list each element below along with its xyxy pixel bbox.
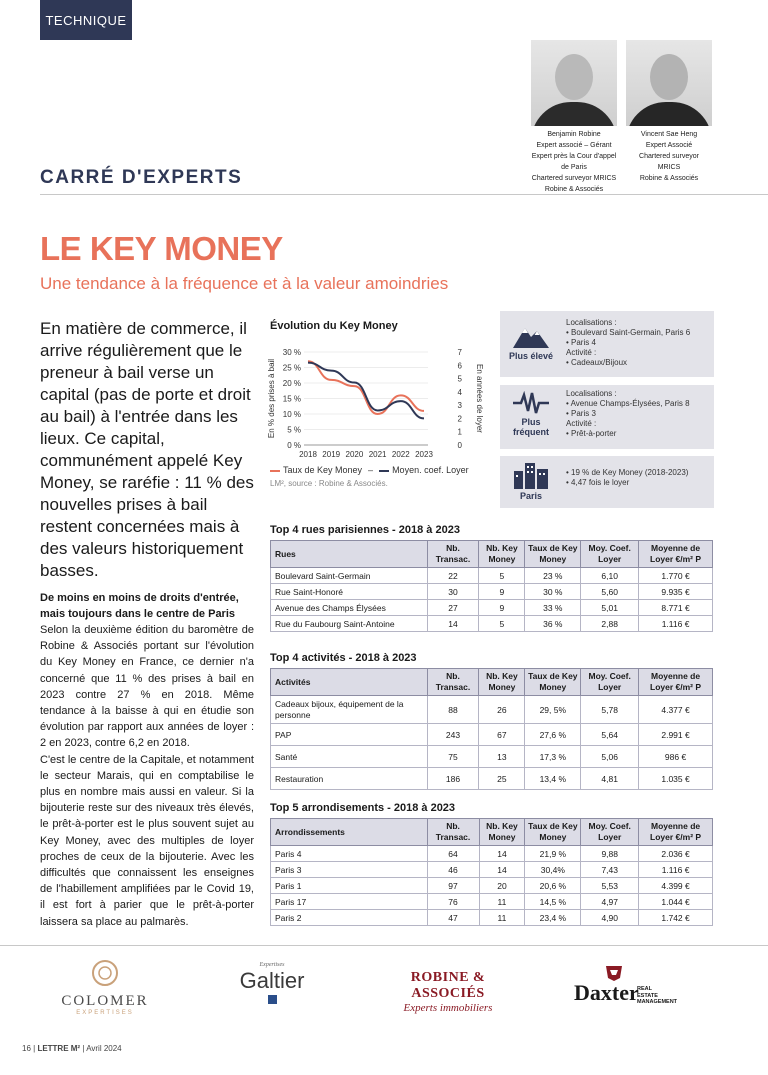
y-tick-label: 0 %: [287, 441, 301, 450]
infobox-paris: [500, 456, 714, 508]
table-header-cell: Activités: [271, 669, 428, 696]
y2-tick-label: 6: [457, 361, 462, 371]
publication-name: LETTRE M²: [37, 1044, 81, 1053]
table-row: Restauration 186 25 13,4 % 4,81 1.035 €: [271, 768, 713, 790]
body-text: [40, 622, 254, 930]
section-tag: TECHNIQUE: [40, 0, 132, 40]
table-header-cell: Arrondissements: [271, 819, 428, 846]
chart-legend: [270, 465, 469, 475]
table-title-arrondissements: Top 5 arrondisements - 2018 à 2023: [270, 802, 456, 814]
table-row: Paris 4 64 14 21,9 % 9,88 2.036 €: [271, 846, 713, 862]
table-row: Rue Saint-Honoré 30 9 30 % 5,60 9.935 €: [271, 584, 713, 600]
table-row: Santé 75 13 17,3 % 5,06 986 €: [271, 746, 713, 768]
y-tick-label: 20 %: [282, 379, 301, 388]
y2-tick-label: 3: [457, 401, 462, 411]
y2-axis-label: En années de loyer: [475, 364, 484, 433]
table-header-cell: Moyenne de Loyer €/m² P: [639, 819, 713, 846]
table-header-cell: Taux de Key Money: [525, 819, 581, 846]
table-header-row: [271, 819, 713, 846]
table-header-cell: Rues: [271, 541, 428, 568]
table-activities: [270, 668, 713, 790]
y-tick-label: 10 %: [282, 410, 301, 419]
infobox-text: Localisations : • Boulevard Saint-Germain, Paris 6 • Paris 4 Activité : • Cadeaux/Bijoux: [566, 318, 691, 367]
table-row: Paris 2 47 11 23,4 % 4,90 1.742 €: [271, 910, 713, 926]
x-tick-label: 2020: [345, 450, 364, 459]
table-row: PAP 243 67 27,6 % 5,64 2.991 €: [271, 724, 713, 746]
table-row: Rue du Faubourg Saint-Antoine 14 5 36 % 2,88 1.116 €: [271, 616, 713, 632]
legend-separator: –: [368, 465, 374, 475]
footer-divider: [0, 945, 768, 946]
x-tick-label: 2022: [391, 450, 410, 459]
article-subtitle: Une tendance à la fréquence et à la valeur amoindries: [40, 274, 449, 293]
expert-photo-robine: [531, 40, 617, 126]
x-tick-label: 2019: [322, 450, 341, 459]
table-header-row: [271, 669, 713, 696]
y2-tick-label: 0: [457, 441, 462, 450]
body-paragraph: Selon la deuxième édition du baromètre de Robine & Associés portant sur l'évolution du Key Money en France, ce dernier n'a concerné que 11 % des prises à bail en 2023 contre 27 % en 2018. Même tendance à la baisse à qui en étudie son évolution par rapport aux années de loyer : 2 en 2023, contre 6,2 en 2018.: [40, 624, 254, 750]
legend-item: Moyen. coef. Loyer: [379, 465, 469, 475]
table-header-cell: Nb. Key Money: [479, 819, 525, 846]
page-number: 16: [22, 1044, 31, 1053]
table-header-cell: Moy. Coef. Loyer: [581, 819, 639, 846]
table-header-cell: Nb. Transac.: [427, 541, 479, 568]
galtier-mark-icon: [268, 995, 277, 1004]
table-header-cell: Moy. Coef. Loyer: [581, 541, 639, 568]
y2-tick-label: 7: [457, 348, 462, 357]
article-title: LE KEY MONEY: [40, 230, 283, 267]
body-heading: De moins en moins de droits d'entrée, mais toujours dans le centre de Paris: [40, 592, 239, 620]
table-header-row: [271, 541, 713, 568]
infobox-text: Localisations : • Avenue Champs-Élysées, Paris 8 • Paris 3 Activité : • Prêt-à-porter: [566, 389, 690, 438]
city-icon: [511, 461, 551, 489]
x-tick-label: 2023: [415, 450, 433, 459]
chart-source: LM², source : Robine & Associés.: [270, 479, 388, 488]
table-title-streets: Top 4 rues parisiennes - 2018 à 2023: [270, 524, 460, 536]
legend-item: Taux de Key Money: [270, 465, 362, 475]
table-row: Cadeaux bijoux, équipement de la personne 88 26 29, 5% 5,78 4.377 €: [271, 696, 713, 724]
table-header-cell: Nb. Transac.: [427, 669, 479, 696]
infobox-highest: [500, 311, 714, 377]
issue-date: Avril 2024: [86, 1044, 122, 1053]
table-header-cell: Taux de Key Money: [525, 669, 581, 696]
legend-swatch-rate: [270, 470, 280, 472]
y-tick-label: 30 %: [282, 348, 301, 357]
table-header-cell: Moy. Coef. Loyer: [581, 669, 639, 696]
table-title-activities: Top 4 activités - 2018 à 2023: [270, 652, 417, 664]
key-money-chart: [264, 340, 492, 464]
y2-tick-label: 2: [457, 414, 462, 424]
y2-tick-label: 5: [457, 374, 462, 384]
infobox-icon-wrap: Plus fréquent: [506, 391, 556, 437]
series-line-rent-coefficient: [308, 363, 424, 419]
infobox-icon-wrap: Paris: [506, 461, 556, 501]
header-divider: [40, 194, 768, 195]
lead-paragraph: En matière de commerce, il arrive régulièrement que le preneur à bail verse un capital (pas de porte et droit au bail) à l'entrée dans les lieux. Ce capital, communément appelé Key Money, se raréfie : 11 % des nouvelles prises à bail restent concernées mais à des valeurs historiquement basses.: [40, 319, 254, 580]
table-row: Boulevard Saint-Germain 22 5 23 % 6,10 1.770 €: [271, 568, 713, 584]
infobox-text: • 19 % de Key Money (2018-2023) • 4,47 fois le loyer: [566, 468, 689, 487]
y-tick-label: 25 %: [282, 363, 301, 373]
expert-caption-sae-heng: Vincent Sae Heng Expert Associé Chartered surveyor MRICS Robine & Associés: [639, 131, 699, 182]
table-streets: [270, 540, 713, 632]
y-tick-label: 5 %: [287, 425, 301, 435]
colomer-mark-icon: [90, 958, 120, 988]
section-title: CARRÉ D'EXPERTS: [40, 167, 243, 188]
legend-swatch-coef: [379, 470, 389, 472]
page-footer: 16 | LETTRE M² | Avril 2024: [22, 1044, 122, 1053]
y-axis-label: En % des prises à bail: [267, 358, 276, 439]
table-header-cell: Nb. Transac.: [427, 819, 479, 846]
table-row: Paris 17 76 11 14,5 % 4,97 1.044 €: [271, 894, 713, 910]
table-header-cell: Moyenne de Loyer €/m² P: [639, 669, 713, 696]
logo-robine: ROBINE & ASSOCIÉS Experts immobiliers: [403, 970, 493, 1014]
y2-tick-label: 1: [457, 427, 462, 437]
pulse-icon: [511, 391, 551, 415]
table-header-cell: Nb. Key Money: [479, 669, 525, 696]
logo-colomer: COLOMER EXPERTISES: [60, 958, 150, 1016]
mountain-icon: [511, 323, 551, 349]
y2-tick-label: 4: [457, 387, 462, 397]
table-row: Paris 1 97 20 20,6 % 5,53 4.399 €: [271, 878, 713, 894]
table-header-cell: Moyenne de Loyer €/m² P: [639, 541, 713, 568]
table-header-cell: Taux de Key Money: [525, 541, 581, 568]
table-row: Paris 3 46 14 30,4% 7,43 1.116 €: [271, 862, 713, 878]
table-row: Avenue des Champs Élysées 27 9 33 % 5,01 8.771 €: [271, 600, 713, 616]
body-paragraph: C'est le centre de la Capitale, et notamment le secteur Marais, qui en comptabilise le plus en nombre mais aussi en valeur. Si la bijouterie reste sur des niveaux très élevés, le prêt-à-porter est le plus souvent sujet au Key Money, avec des multiples de loyer proches de ceux de la bijouterie. Avec les difficultés que connaissent les enseignes de l'habillement amplifiées par le Covid 19, il est fort à parier que le prêt-à-porter laissera sa place au palmarès.: [40, 753, 254, 928]
table-arrondissements: [270, 818, 713, 926]
y-tick-label: 15 %: [282, 394, 301, 404]
expert-photo-sae-heng: [626, 40, 712, 126]
chart-title: Évolution du Key Money: [270, 320, 398, 332]
expert-caption-robine: Benjamin Robine Expert associé – Gérant Expert près la Cour d'appel de Paris Chartered surveyor MRICS Robine & Associés: [531, 131, 617, 193]
x-tick-label: 2021: [368, 450, 387, 459]
infobox-icon-wrap: Plus élevé: [506, 323, 556, 361]
x-tick-label: 2018: [299, 450, 317, 459]
table-header-cell: Nb. Key Money: [479, 541, 525, 568]
infobox-most-frequent: [500, 385, 714, 449]
logo-galtier: Expertises Galtier: [232, 962, 312, 1004]
